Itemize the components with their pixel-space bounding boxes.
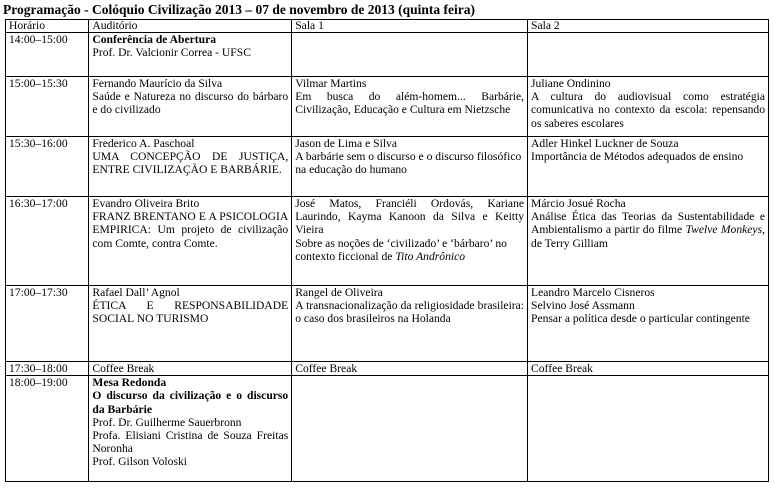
session-subtitle: O discurso da civilização e o discurso da Barbárie xyxy=(92,389,289,416)
auditorio-cell xyxy=(89,33,292,77)
table-row xyxy=(6,376,769,482)
time-cell: 17:30–18:00 xyxy=(6,362,89,376)
header-sala-2: Sala 2 xyxy=(528,20,769,33)
speaker-name: Vilmar Martins xyxy=(295,77,367,90)
talk-title-end: , de Terry Gilliam xyxy=(531,223,765,250)
time-cell: 18:00–19:00 xyxy=(6,376,89,482)
auditorio-cell: Coffee Break xyxy=(89,362,292,376)
talk-title-italic: Tito Andrônico xyxy=(395,249,466,263)
speaker-name: Frederico A. Paschoal xyxy=(92,137,195,150)
talk-title: Importância de Métodos adequados de ensino xyxy=(531,150,744,164)
header-sala-1: Sala 1 xyxy=(292,20,528,33)
talk-title-italic: Twelve Monkeys xyxy=(685,223,763,237)
talk-title: Saúde e Natureza no discurso do bárbaro e do civilizado xyxy=(92,90,289,117)
talk-title-text: Análise Ética das Teorias da Sustentabilidade e Ambientalismo a partir do filme xyxy=(531,210,765,237)
auditorio-cell xyxy=(89,77,292,137)
table-row xyxy=(6,137,769,197)
table-header-row xyxy=(6,20,769,33)
speaker-name: Rafael Dall’ Agnol xyxy=(92,286,180,299)
speaker-name: Juliane Ondinino xyxy=(531,77,611,90)
talk-title: ÉTICA E RESPONSABILIDADE SOCIAL NO TURISMO xyxy=(92,299,289,326)
sala-2-cell xyxy=(528,286,769,362)
header-auditorio: Auditório xyxy=(89,20,292,33)
table-row xyxy=(6,197,769,286)
panelist-name: Prof. Gilson Voloski xyxy=(92,455,187,469)
table-row xyxy=(6,362,769,376)
speaker-name: Jason de Lima e Silva xyxy=(295,137,397,150)
talk-title xyxy=(295,237,524,263)
schedule-table xyxy=(5,19,769,482)
time-cell: 15:30–16:00 xyxy=(6,137,89,197)
speaker-name: Prof. Dr. Valcionir Correa - UFSC xyxy=(92,46,251,60)
speaker-name: Fernando Maurício da Silva xyxy=(92,77,223,90)
talk-title: Pensar a política desde o particular contingente xyxy=(531,312,750,326)
page-title: Programação - Colóquio Civilização 2013 – 07 de novembro de 2013 (quinta feira) xyxy=(3,2,475,17)
speaker-name: Adler Hinkel Luckner de Souza xyxy=(531,137,679,150)
panelist-name: Prof. Dr. Guilherme Sauerbronn xyxy=(92,415,242,429)
table-row xyxy=(6,286,769,362)
header-time: Horário xyxy=(6,20,89,33)
sala-1-cell: Coffee Break xyxy=(292,362,528,376)
sala-2-cell xyxy=(528,137,769,197)
sala-1-cell xyxy=(292,197,528,286)
sala-1-cell xyxy=(292,376,528,482)
sala-2-cell xyxy=(528,77,769,137)
talk-title: UMA CONCEPÇÃO DE JUSTIÇA, ENTRE CIVILIZAÇÃO E BARBÁRIE. xyxy=(92,150,289,177)
speaker-name: Leandro Marcelo Cisneros xyxy=(531,286,655,299)
speaker-name-2: Selvino José Assmann xyxy=(531,299,635,313)
auditorio-cell xyxy=(89,286,292,362)
time-cell: 17:00–17:30 xyxy=(6,286,89,362)
panelist-name: Profa. Elisiani Cristina de Souza Freitas Noronha xyxy=(92,429,289,456)
table-row xyxy=(6,77,769,137)
sala-2-cell xyxy=(528,376,769,482)
auditorio-cell xyxy=(89,376,292,482)
talk-title: FRANZ BRENTANO E A PSICOLOGIA EMPIRICA: Um projeto de civilização com Comte, contra Comte. xyxy=(92,210,289,250)
sala-1-cell xyxy=(292,33,528,77)
time-cell: 16:30–17:00 xyxy=(6,197,89,286)
sala-1-cell xyxy=(292,77,528,137)
speaker-name: Márcio Josué Rocha xyxy=(531,197,626,210)
time-cell: 14:00–15:00 xyxy=(6,33,89,77)
sala-2-cell: Coffee Break xyxy=(528,362,769,376)
talk-title xyxy=(531,210,765,250)
sala-1-cell xyxy=(292,286,528,362)
sala-2-cell xyxy=(528,197,769,286)
auditorio-cell xyxy=(89,137,292,197)
time-cell: 15:00–15:30 xyxy=(6,77,89,137)
session-title: Conferência de Abertura xyxy=(92,33,217,46)
speaker-name: José Matos, Franciéli Ordovás, Kariane Laurindo, Kayma Kanoon da Silva e Keitty Vieira xyxy=(295,197,525,237)
session-title: Mesa Redonda xyxy=(92,376,167,390)
table-row xyxy=(6,33,769,77)
talk-title: Em busca do além-homem... Barbárie, Civilização, Educação e Cultura em Nietzsche xyxy=(295,90,525,117)
talk-title-text: Sobre as noções de ‘civilizado’ e ‘bárbaro’ no contexto ficcional de xyxy=(295,236,507,263)
talk-title: A barbárie sem o discurso e o discurso filosófico na educação do humano xyxy=(295,150,522,177)
speaker-name: Evandro Oliveira Brito xyxy=(92,197,200,210)
sala-2-cell xyxy=(528,33,769,77)
auditorio-cell xyxy=(89,197,292,286)
talk-title: A transnacionalização da religiosidade brasileira: o caso dos brasileiros na Holanda xyxy=(295,299,525,326)
sala-1-cell xyxy=(292,137,528,197)
speaker-name: Rangel de Oliveira xyxy=(295,286,383,299)
talk-title: A cultura do audiovisual como estratégia comunicativa no contexto da escola: repensando os saberes escolares xyxy=(531,90,765,130)
